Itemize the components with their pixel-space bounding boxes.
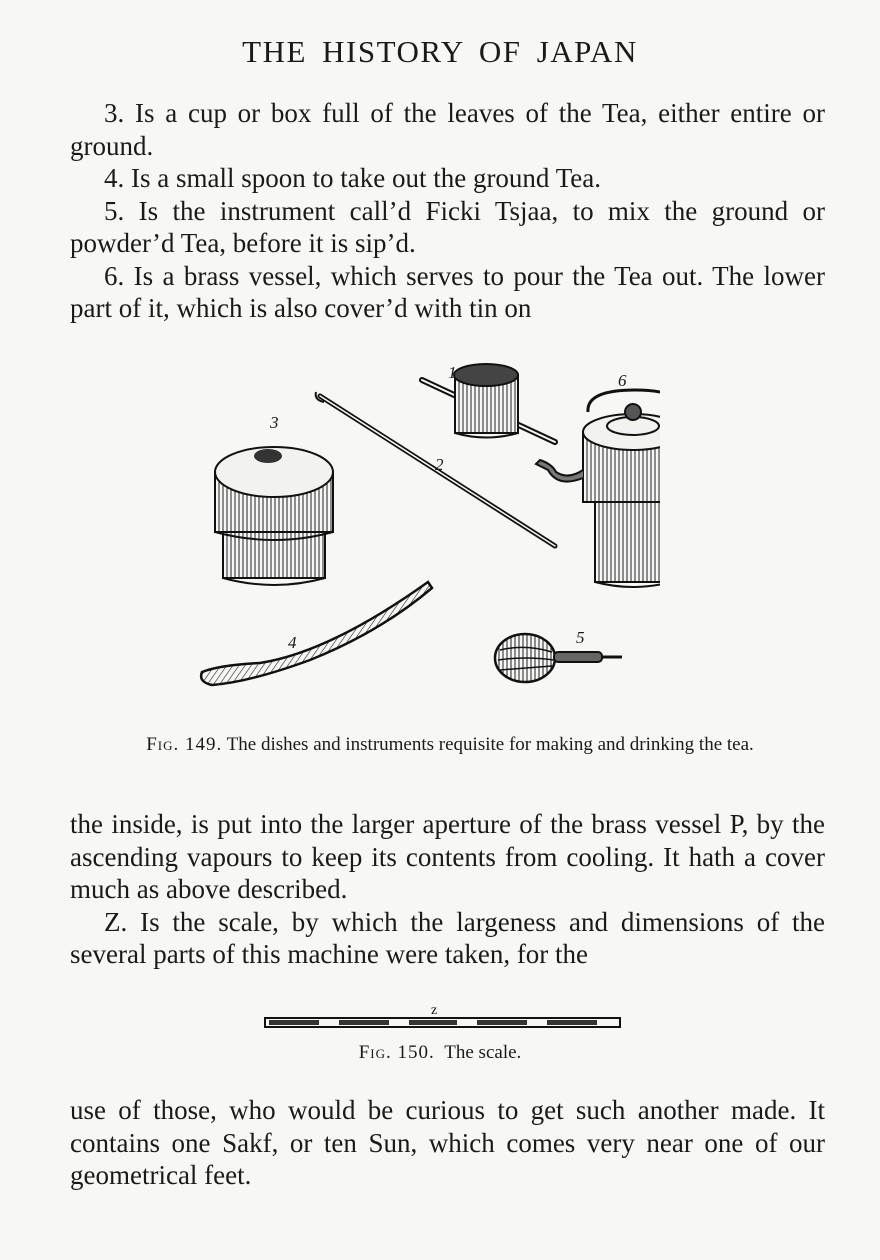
figure-149-illustration (190, 360, 660, 710)
paragraph-final: use of those, who would be curious to get such another made. It contains one Sakf, or ten Sun, which comes very near one of our geometrical feet. (70, 1095, 825, 1190)
figure-150-label: Fig. 150. (358, 1042, 435, 1063)
text-block-middle (70, 808, 825, 971)
figure-label-4: 4 (288, 633, 297, 652)
figure-150-caption-text: The scale. (444, 1042, 522, 1063)
cup-1 (422, 364, 555, 442)
figure-150-scale-bar (255, 1003, 630, 1033)
paragraph-item-6: 6. Is a brass vessel, which serves to pour the Tea out. The lower part of it, which is also cover’d with tin on (70, 260, 825, 323)
text-block-bottom (70, 1094, 825, 1192)
paragraph-continued: the inside, is put into the larger aperture of the brass vessel P, by the ascending vapours to keep its contents from cooling. It hath a cover much as above described. (70, 809, 825, 904)
figure-label-6: 6 (618, 371, 627, 390)
figure-label-5: 5 (576, 628, 585, 647)
paragraph-item-4: 4. Is a small spoon to take out the ground Tea. (104, 163, 602, 193)
text-block-top (70, 97, 825, 325)
paragraph-item-z: Z. Is the scale, by which the largeness and dimensions of the several parts of this machine were taken, for the (70, 906, 825, 969)
figure-label-3: 3 (270, 413, 279, 432)
paragraph-item-5: 5. Is the instrument call’d Ficki Tsjaa, to mix the ground or powder’d Tea, before it is sip’d. (70, 195, 825, 258)
paragraph-item-3: 3. Is a cup or box full of the leaves of the Tea, either entire or ground. (70, 98, 825, 161)
scale-label-z: z (431, 1003, 438, 1018)
figure-149-caption-text: The dishes and instruments requisite for making and drinking the tea. (226, 734, 754, 755)
brass-vessel-6 (536, 390, 660, 587)
tea-box-3 (215, 447, 333, 585)
figure-149-label: Fig. 149. (146, 734, 223, 755)
spoon-4 (201, 582, 432, 685)
figure-label-2: 2 (435, 455, 444, 474)
figure-150-caption (0, 1040, 880, 1066)
figure-149-caption (100, 732, 800, 758)
whisk-5 (495, 634, 622, 682)
figure-label-1: 1 (448, 363, 457, 382)
running-head: THE HISTORY OF JAPAN (242, 34, 638, 69)
